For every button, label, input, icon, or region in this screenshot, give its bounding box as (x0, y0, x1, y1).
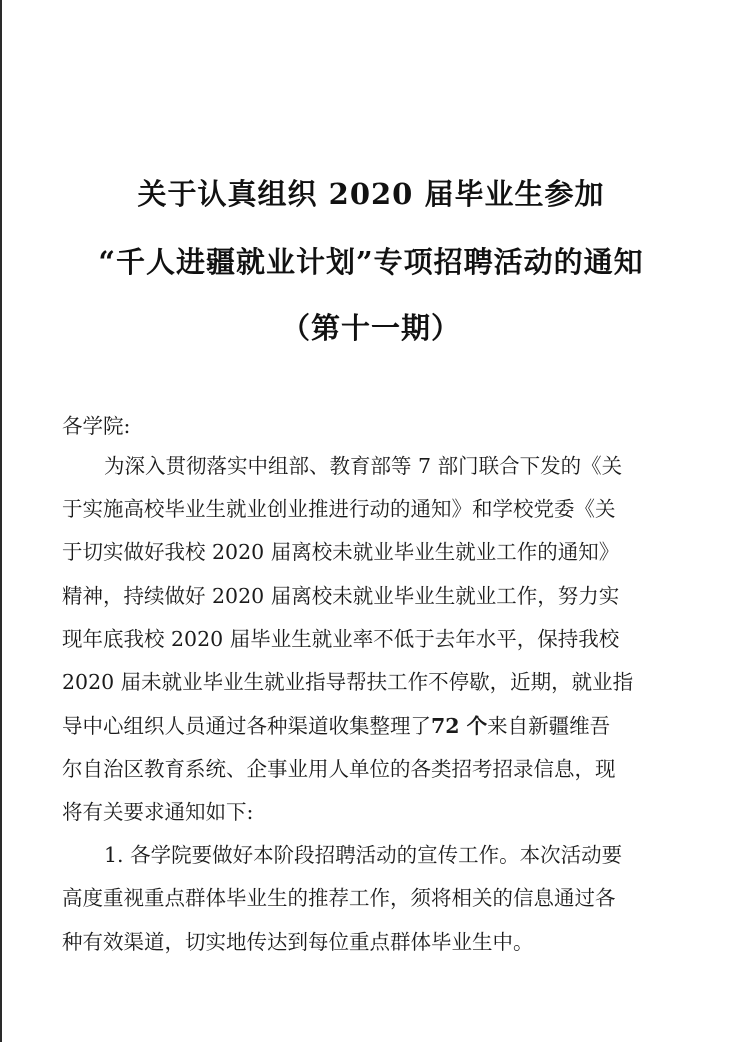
paragraph-1-line-9: 将有关要求通知如下: (62, 800, 254, 824)
paragraph-1-line-5: 现年底我校 2020 届毕业生就业率不低于去年水平，保持我校 (62, 627, 620, 651)
salutation: 各学院: (62, 414, 131, 438)
highlight-count: 72 个 (431, 714, 488, 738)
paragraph-1-line-3: 于切实做好我校 2020 届离校未就业毕业生就业工作的通知》 (62, 540, 620, 564)
paragraph-1-line-1: 为深入贯彻落实中组部、教育部等 7 部门联合下发的《关 (104, 454, 623, 478)
paragraph-2-line-1: 1. 各学院要做好本阶段招聘活动的宣传工作。本次活动要 (104, 843, 623, 867)
paragraph-1-line-7 (62, 712, 610, 740)
paragraph-1-line-7-tail: 来自新疆维吾 (487, 714, 611, 738)
paragraph-2-line-2: 高度重视重点群体毕业生的推荐工作，须将相关的信息通过各 (62, 886, 616, 910)
title-line-1: 关于认真组织 2020 届毕业生参加 (137, 177, 605, 211)
title-line-2: “千人进疆就业计划”专项招聘活动的通知 (98, 245, 644, 279)
paragraph-1-line-7-text: 导中心组织人员通过各种渠道收集整理了 (62, 714, 431, 738)
paragraph-2-line-3: 种有效渠道，切实地传达到每位重点群体毕业生中。 (62, 930, 534, 954)
paragraph-1-line-4: 精神，持续做好 2020 届离校未就业毕业生就业工作，努力实 (62, 584, 620, 608)
paragraph-1-line-8: 尔自治区教育系统、企事业用人单位的各类招考招录信息，现 (62, 757, 616, 781)
paragraph-1-line-2: 于实施高校毕业生就业创业推进行动的通知》和学校党委《关 (62, 497, 616, 521)
paragraph-1-line-6: 2020 届未就业毕业生就业指导帮扶工作不停歇，近期，就业指 (62, 670, 634, 694)
title-line-3: （第十一期） (280, 311, 461, 345)
